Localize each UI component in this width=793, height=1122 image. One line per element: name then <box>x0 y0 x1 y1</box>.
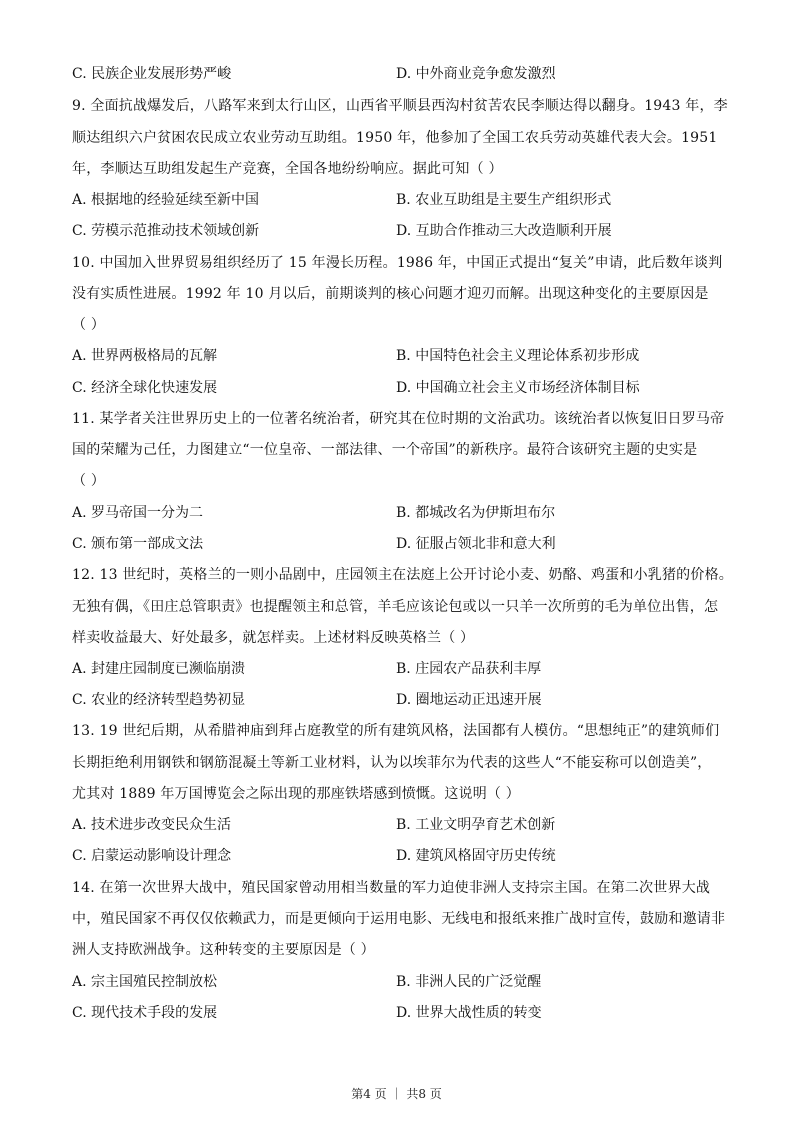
q10-option-a: A. 世界两极格局的瓦解 <box>72 348 218 364</box>
q13-stem-line-1: 13. 19 世纪后期，从希腊神庙到拜占庭教堂的所有建筑风格，法国都有人模仿。“思想纯正”的建筑师们 <box>72 723 720 739</box>
q9-option-a: A. 根据地的经验延续至新中国 <box>72 192 260 208</box>
q13-option-c: C. 启蒙运动影响设计理念 <box>72 848 232 864</box>
q13-stem-line-2: 长期拒绝利用钢铁和钢筋混凝土等新工业材料，认为以埃菲尔为代表的这些人“不能妄称可以创造美”， <box>72 755 712 771</box>
q14-stem-line-2: 中，殖民国家不再仅仅依赖武力，而是更倾向于运用电影、无线电和报纸来推广战时宣传，鼓励和邀请非 <box>72 911 726 927</box>
q14-option-c: C. 现代技术手段的发展 <box>72 1005 218 1021</box>
q9-option-d: D. 互助合作推动三大改造顺利开展 <box>396 223 612 239</box>
q14-stem-line-1: 14. 在第一次世界大战中，殖民国家曾动用相当数量的军力迫使非洲人支持宗主国。在第二次世界大战 <box>72 880 711 896</box>
q12-stem-line-3: 样卖收益最大、好处最多，就怎样卖。上述材料反映英格兰（ ） <box>72 630 475 646</box>
q9-option-b: B. 农业互助组是主要生产组织形式 <box>396 192 612 208</box>
q8-option-d: D. 中外商业竞争愈发激烈 <box>396 66 556 82</box>
q14-option-b: B. 非洲人民的广泛觉醒 <box>396 974 542 990</box>
q9-option-c: C. 劳模示范推动技术领域创新 <box>72 223 260 239</box>
q12-option-b: B. 庄园农产品获利丰厚 <box>396 661 542 677</box>
q12-stem-line-2: 无独有偶，《田庄总管职责》也提醒领主和总管，羊毛应该论包或以一只羊一次所剪的毛为单位出售，怎 <box>72 599 719 615</box>
q9-stem-line-3: 年，李顺达互助组发起生产竞赛，全国各地纷纷响应。据此可知（ ） <box>72 161 503 177</box>
q9-stem-line-1: 9. 全面抗战爆发后，八路军来到太行山区，山西省平顺县西沟村贫苦农民李顺达得以翻身。1943 年，李 <box>72 98 728 114</box>
q11-stem-line-3: （ ） <box>72 473 106 489</box>
q8-option-c: C. 民族企业发展形势严峻 <box>72 66 232 82</box>
q10-option-d: D. 中国确立社会主义市场经济体制目标 <box>396 380 640 396</box>
q9-stem-line-2: 顺达组织六户贫困农民成立农业劳动互助组。1950 年，他参加了全国工农兵劳动英雄代表大会。1951 <box>72 130 718 146</box>
q11-option-d: D. 征服占领北非和意大利 <box>396 536 556 552</box>
q13-option-a: A. 技术进步改变民众生活 <box>72 817 232 833</box>
q11-stem-line-1: 11. 某学者关注世界历史上的一位著名统治者，研究其在位时期的文治武功。该统治者以恢复旧日罗马帝 <box>72 411 725 427</box>
q11-option-b: B. 都城改名为伊斯坦布尔 <box>396 505 556 521</box>
q13-option-b: B. 工业文明孕育艺术创新 <box>396 817 556 833</box>
q12-stem-line-1: 12. 13 世纪时，英格兰的一则小品剧中，庄园领主在法庭上公开讨论小麦、奶酪、鸡蛋和小乳猪的价格。 <box>72 567 733 583</box>
q14-option-d: D. 世界大战性质的转变 <box>396 1005 542 1021</box>
page-footer: 第4 页 ｜ 共8 页 <box>351 1087 442 1101</box>
q12-option-a: A. 封建庄园制度已濒临崩溃 <box>72 661 246 677</box>
q11-stem-line-2: 国的荣耀为己任，力图建立“一位皇帝、一部法律、一个帝国”的新秩序。最符合该研究主题的史实是 <box>72 442 698 458</box>
q10-stem-line-2: 没有实质性进展。1992 年 10 月以后，前期谈判的核心问题才迎刃而解。出现这种变化的主要原因是 <box>72 286 709 302</box>
q10-option-b: B. 中国特色社会主义理论体系初步形成 <box>396 348 640 364</box>
q10-stem-line-1: 10. 中国加入世界贸易组织经历了 15 年漫长历程。1986 年，中国正式提出“复关”申请，此后数年谈判 <box>72 255 723 271</box>
q10-option-c: C. 经济全球化快速发展 <box>72 380 218 396</box>
q10-stem-line-3: （ ） <box>72 317 106 333</box>
q12-option-d: D. 圈地运动正迅速开展 <box>396 692 542 708</box>
q14-option-a: A. 宗主国殖民控制放松 <box>72 974 218 990</box>
q11-option-c: C. 颁布第一部成文法 <box>72 536 204 552</box>
q13-option-d: D. 建筑风格固守历史传统 <box>396 848 556 864</box>
q11-option-a: A. 罗马帝国一分为二 <box>72 505 204 521</box>
q14-stem-line-3: 洲人支持欧洲战争。这种转变的主要原因是（ ） <box>72 942 375 958</box>
q12-option-c: C. 农业的经济转型趋势初显 <box>72 692 246 708</box>
q13-stem-line-3: 尤其对 1889 年万国博览会之际出现的那座铁塔感到愤慨。这说明（ ） <box>72 786 520 802</box>
